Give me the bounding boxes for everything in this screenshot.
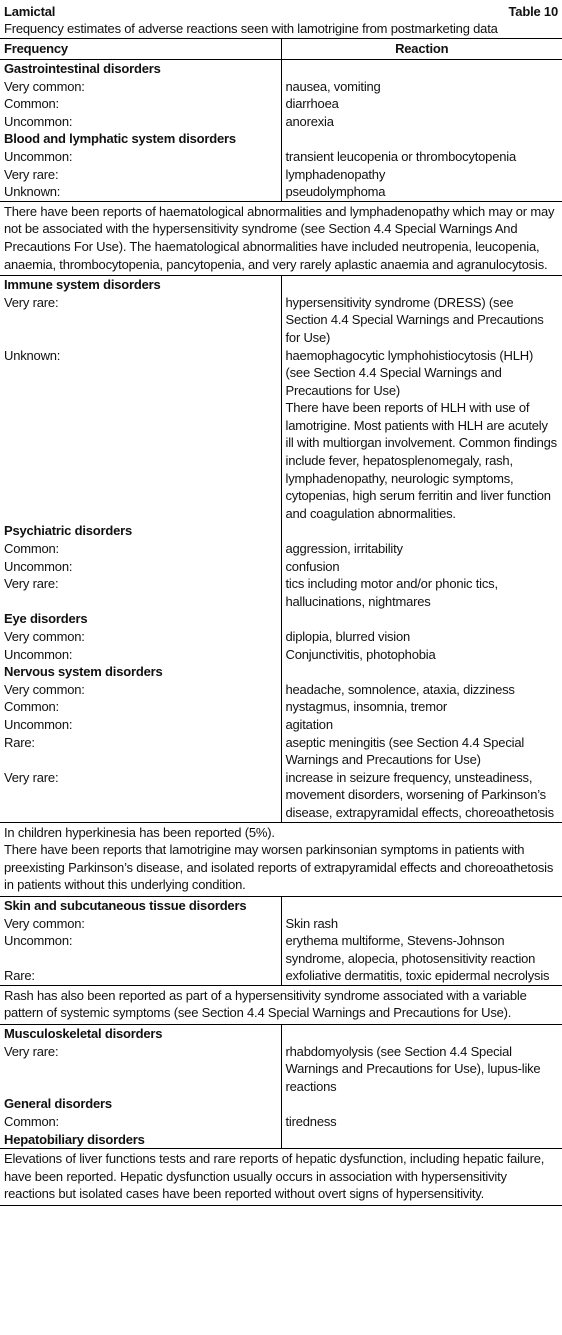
frequency-cell: Very rare: (4, 1043, 59, 1059)
section-row (0, 276, 562, 294)
table-row (0, 113, 562, 131)
note-text: There have been reports that lamotrigine may worsen parkinsonian symptoms in patients with preexisting Parkinson’s disease, and isolated reports of extrapyramidal effects and choreoathetosis in patients without this underlying condition. (4, 842, 554, 893)
reaction-cell (281, 347, 562, 523)
frequency-cell: Rare: (4, 968, 35, 984)
reaction-cell: increase in seizure frequency, unsteadiness, movement disorders, worsening of Parkinson’s disease, extrapyramidal effects, choreoathetosis (281, 769, 562, 822)
reaction-cell: tics including motor and/or phonic tics, hallucinations, nightmares (281, 575, 562, 610)
table-row (0, 575, 562, 610)
section-hepatobiliary: Hepatobiliary disorders (4, 1131, 145, 1147)
table-row (0, 915, 562, 933)
section-nervous: Nervous system disorders (4, 664, 163, 680)
table-row (0, 967, 562, 985)
section-row (0, 1131, 562, 1149)
table-header-row (0, 39, 562, 60)
reaction-cell: tiredness (281, 1113, 562, 1131)
reaction-cell: Skin rash (281, 915, 562, 933)
note-row (0, 201, 562, 275)
frequency-cell: Uncommon: (4, 716, 73, 732)
reaction-cell: anorexia (281, 113, 562, 131)
section-row (0, 663, 562, 681)
reaction-cell: nausea, vomiting (281, 78, 562, 96)
table-row (0, 646, 562, 664)
table-row (0, 681, 562, 699)
frequency-cell: Uncommon: (4, 113, 73, 129)
reaction-cell: erythema multiforme, Stevens-Johnson syndrome, alopecia, photosensitivity reaction (281, 932, 562, 967)
reaction-cell: exfoliative dermatitis, toxic epidermal necrolysis (281, 967, 562, 985)
table-row (0, 769, 562, 822)
note-row (0, 985, 562, 1024)
section-row (0, 522, 562, 540)
frequency-cell: Very rare: (4, 294, 59, 310)
reaction-cell: Conjunctivitis, photophobia (281, 646, 562, 664)
section-eye: Eye disorders (4, 611, 88, 627)
section-row (0, 610, 562, 628)
table-row (0, 716, 562, 734)
table-row (0, 294, 562, 347)
frequency-cell: Rare: (4, 734, 35, 750)
frequency-cell: Very rare: (4, 166, 59, 182)
table-caption: Frequency estimates of adverse reactions seen with lamotrigine from postmarketing data (4, 21, 498, 36)
adverse-reactions-table (0, 38, 562, 1206)
section-blood: Blood and lymphatic system disorders (4, 131, 236, 147)
frequency-cell: Very common: (4, 629, 85, 644)
table-row (0, 698, 562, 716)
reaction-cell: rhabdomyolysis (see Section 4.4 Special Warnings and Precautions for Use), lupus-like reactions (281, 1043, 562, 1096)
frequency-cell: Unknown: (4, 347, 61, 363)
frequency-cell: Unknown: (4, 184, 61, 200)
reaction-cell: agitation (281, 716, 562, 734)
frequency-cell: Common: (4, 1114, 59, 1130)
reaction-text: haemophagocytic lymphohistiocytosis (HLH) (see Section 4.4 Special Warnings and Precautions for Use) (285, 347, 534, 398)
frequency-cell: Very rare: (4, 769, 59, 785)
frequency-cell: Very common: (4, 915, 85, 931)
table-row (0, 558, 562, 576)
section-immune: Immune system disorders (4, 277, 161, 293)
frequency-cell: Very rare: (4, 576, 59, 592)
table-row (0, 628, 562, 646)
note-parkinson (0, 822, 562, 896)
table-number: Table 10 (508, 4, 558, 19)
note-hepatic: Elevations of liver functions tests and rare reports of hepatic dysfunction, including hepatic failure, have been reported. Hepatic dysfunction usually occurs in association with hypersensitivity reactions but isolated cases have been reported without overt signs of hypersensitivity. (0, 1149, 562, 1206)
reaction-cell: hypersensitivity syndrome (DRESS) (see Section 4.4 Special Warnings and Precautions for Use) (281, 294, 562, 347)
reaction-header: Reaction (281, 39, 562, 60)
note-haematological: There have been reports of haematological abnormalities and lymphadenopathy which may or may not be associated with the hypersensitivity syndrome (see Section 4.4 Special Warnings And Precautions For Use). The haematological abnormalities have included neutropenia, leucopenia, anaemia, thrombocytopenia, pancytopenia, and very rarely aplastic anaemia and agranulocytosis. (0, 201, 562, 275)
table-row (0, 734, 562, 769)
frequency-cell: Very common: (4, 681, 85, 697)
section-row (0, 130, 562, 148)
table-row (0, 95, 562, 113)
section-musculoskeletal: Musculoskeletal disorders (4, 1026, 163, 1042)
table-row (0, 1113, 562, 1131)
section-row (0, 896, 562, 914)
table-row (0, 1043, 562, 1096)
reaction-cell: nystagmus, insomnia, tremor (281, 698, 562, 716)
frequency-cell: Common: (4, 699, 59, 715)
section-skin: Skin and subcutaneous tissue disorders (4, 897, 247, 913)
note-text: In children hyperkinesia has been reported (5%). (4, 824, 275, 840)
table-row (0, 166, 562, 184)
reaction-cell: aggression, irritability (281, 540, 562, 558)
section-row (0, 1025, 562, 1043)
note-rash: Rash has also been reported as part of a hypersensitivity syndrome associated with a variable pattern of systemic symptoms (see Section 4.4 Special Warnings and Precautions for Use). (0, 985, 562, 1024)
reaction-cell: lymphadenopathy (281, 166, 562, 184)
section-row (0, 1095, 562, 1113)
section-gi: Gastrointestinal disorders (4, 61, 161, 76)
frequency-cell: Very common: (4, 78, 85, 94)
reaction-cell: pseudolymphoma (281, 183, 562, 201)
frequency-cell: Uncommon: (4, 646, 73, 662)
frequency-cell: Uncommon: (4, 933, 73, 949)
table-row (0, 78, 562, 96)
frequency-cell: Uncommon: (4, 558, 73, 574)
drug-name: Lamictal (4, 4, 56, 19)
reaction-cell: transient leucopenia or thrombocytopenia (281, 148, 562, 166)
frequency-cell: Uncommon: (4, 148, 73, 164)
table-row (0, 148, 562, 166)
table-row (0, 932, 562, 967)
frequency-cell: Common: (4, 96, 59, 112)
section-row (0, 60, 562, 78)
note-row (0, 822, 562, 896)
reaction-cell: aseptic meningitis (see Section 4.4 Special Warnings and Precautions for Use) (281, 734, 562, 769)
note-row (0, 1149, 562, 1206)
reaction-cell: diarrhoea (281, 95, 562, 113)
section-general: General disorders (4, 1096, 112, 1112)
frequency-cell: Common: (4, 541, 59, 557)
table-row (0, 183, 562, 201)
doc-header (0, 0, 562, 20)
table-row (0, 540, 562, 558)
reaction-text: There have been reports of HLH with use of lamotrigine. Most patients with HLH are acutely ill with multiorgan involvement. Common findings include fever, hepatosplenomegaly, rash, lymphadenopathy, neurologic symptoms, cytopenias, high serum ferritin and liver function and coagulation abnormalities. (285, 400, 557, 521)
table-row (0, 347, 562, 523)
frequency-header: Frequency (0, 39, 281, 60)
reaction-cell: headache, somnolence, ataxia, dizziness (281, 681, 562, 699)
reaction-cell: diplopia, blurred vision (281, 628, 562, 646)
section-psychiatric: Psychiatric disorders (4, 523, 133, 539)
reaction-cell: confusion (281, 558, 562, 576)
